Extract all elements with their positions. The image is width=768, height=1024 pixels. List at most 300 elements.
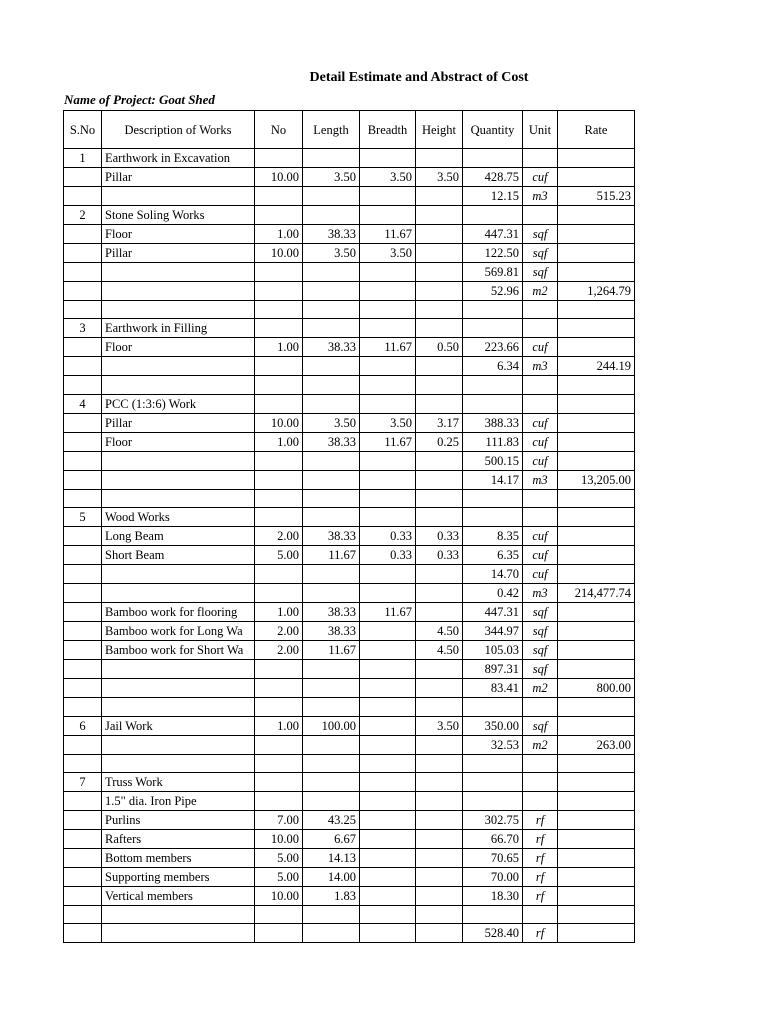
cell-unit <box>523 319 558 338</box>
table-row <box>64 754 635 772</box>
cell-unit: rf <box>523 924 558 943</box>
cell-breadth <box>360 660 416 679</box>
cell-rate: 13,205.00 <box>558 470 635 489</box>
cell-length: 38.33 <box>303 338 360 357</box>
cell-length <box>303 263 360 282</box>
cell-unit: m3 <box>523 584 558 603</box>
cell-no <box>255 394 303 413</box>
cell-description: Bottom members <box>102 848 255 867</box>
cell-length <box>303 470 360 489</box>
page-title: Detail Estimate and Abstract of Cost <box>309 70 529 85</box>
cell-rate <box>558 168 635 187</box>
cell-unit: sqf <box>523 603 558 622</box>
cell-breadth: 11.67 <box>360 338 416 357</box>
cell-length <box>303 187 360 206</box>
table-row <box>64 546 635 565</box>
cell-breadth: 11.67 <box>360 603 416 622</box>
cell-description <box>102 187 255 206</box>
cell-no <box>255 508 303 527</box>
cell-unit <box>523 376 558 394</box>
cell-quantity <box>463 905 523 923</box>
cell-quantity: 6.34 <box>463 357 523 376</box>
cell-description: Jail Work <box>102 716 255 735</box>
header-unit: Unit <box>523 111 558 149</box>
cell-length <box>303 508 360 527</box>
table-row <box>64 698 635 716</box>
cell-no: 10.00 <box>255 413 303 432</box>
cell-rate <box>558 905 635 923</box>
cell-quantity: 122.50 <box>463 244 523 263</box>
cell-sno <box>64 735 102 754</box>
table-row <box>64 829 635 848</box>
table-row <box>64 225 635 244</box>
cell-length: 14.00 <box>303 867 360 886</box>
cell-rate <box>558 698 635 716</box>
cell-unit: cuf <box>523 546 558 565</box>
cell-height <box>416 867 463 886</box>
cell-breadth <box>360 489 416 507</box>
header-no: No <box>255 111 303 149</box>
cell-breadth <box>360 149 416 168</box>
cell-unit: m2 <box>523 679 558 698</box>
cell-quantity <box>463 206 523 225</box>
cell-height <box>416 886 463 905</box>
cell-sno <box>64 187 102 206</box>
cell-unit: sqf <box>523 225 558 244</box>
cell-quantity <box>463 149 523 168</box>
cell-quantity <box>463 508 523 527</box>
cell-sno <box>64 527 102 546</box>
cell-unit: rf <box>523 829 558 848</box>
cell-length <box>303 584 360 603</box>
cell-breadth <box>360 565 416 584</box>
cell-sno <box>64 263 102 282</box>
cell-description <box>102 263 255 282</box>
cell-unit <box>523 206 558 225</box>
cell-sno <box>64 413 102 432</box>
cell-quantity: 66.70 <box>463 829 523 848</box>
cell-height <box>416 451 463 470</box>
cell-description: Pillar <box>102 168 255 187</box>
cell-quantity <box>463 301 523 319</box>
table-row <box>64 603 635 622</box>
cell-unit <box>523 149 558 168</box>
cell-no <box>255 187 303 206</box>
cell-quantity <box>463 319 523 338</box>
cell-breadth <box>360 187 416 206</box>
cell-length: 11.67 <box>303 641 360 660</box>
cell-quantity: 428.75 <box>463 168 523 187</box>
cell-breadth <box>360 791 416 810</box>
cell-no <box>255 772 303 791</box>
cell-rate: 1,264.79 <box>558 282 635 301</box>
cell-no: 10.00 <box>255 168 303 187</box>
cell-height <box>416 489 463 507</box>
cell-unit: sqf <box>523 660 558 679</box>
cell-unit: sqf <box>523 244 558 263</box>
cell-no <box>255 470 303 489</box>
cell-rate <box>558 754 635 772</box>
cell-rate <box>558 149 635 168</box>
cell-height: 0.33 <box>416 527 463 546</box>
cell-length <box>303 451 360 470</box>
cell-height <box>416 470 463 489</box>
cell-breadth <box>360 622 416 641</box>
table-row <box>64 413 635 432</box>
cell-length: 1.83 <box>303 886 360 905</box>
cell-description <box>102 924 255 943</box>
cell-quantity: 70.65 <box>463 848 523 867</box>
cell-length: 38.33 <box>303 622 360 641</box>
table-row <box>64 565 635 584</box>
cell-length <box>303 357 360 376</box>
header-sno: S.No <box>64 111 102 149</box>
table-row <box>64 432 635 451</box>
cell-no <box>255 357 303 376</box>
table-row <box>64 810 635 829</box>
table-row <box>64 282 635 301</box>
cell-quantity: 32.53 <box>463 735 523 754</box>
cell-rate <box>558 810 635 829</box>
cell-description: Long Beam <box>102 527 255 546</box>
cell-rate <box>558 791 635 810</box>
cell-quantity <box>463 376 523 394</box>
cell-unit: sqf <box>523 641 558 660</box>
cell-sno <box>64 829 102 848</box>
cell-height <box>416 698 463 716</box>
cell-rate <box>558 432 635 451</box>
cell-quantity: 83.41 <box>463 679 523 698</box>
cell-breadth: 3.50 <box>360 168 416 187</box>
cell-breadth <box>360 829 416 848</box>
cell-height <box>416 754 463 772</box>
cell-no <box>255 451 303 470</box>
cell-rate <box>558 546 635 565</box>
cell-description: Earthwork in Excavation <box>102 149 255 168</box>
cell-length <box>303 301 360 319</box>
cell-quantity: 111.83 <box>463 432 523 451</box>
cell-length: 11.67 <box>303 546 360 565</box>
cell-no: 10.00 <box>255 829 303 848</box>
cell-description: Stone Soling Works <box>102 206 255 225</box>
cell-height: 3.17 <box>416 413 463 432</box>
table-row <box>64 622 635 641</box>
cell-height: 4.50 <box>416 641 463 660</box>
cell-quantity: 388.33 <box>463 413 523 432</box>
table-row <box>64 357 635 376</box>
cell-length: 38.33 <box>303 225 360 244</box>
cell-length <box>303 754 360 772</box>
cell-unit: m3 <box>523 357 558 376</box>
cell-length: 38.33 <box>303 527 360 546</box>
cell-sno <box>64 470 102 489</box>
cell-rate <box>558 225 635 244</box>
cell-height <box>416 791 463 810</box>
cell-breadth <box>360 508 416 527</box>
cell-unit <box>523 489 558 507</box>
table-row <box>64 394 635 413</box>
cell-breadth <box>360 867 416 886</box>
cell-no <box>255 565 303 584</box>
cell-sno <box>64 698 102 716</box>
cell-sno <box>64 376 102 394</box>
table-row <box>64 451 635 470</box>
cell-sno: 6 <box>64 716 102 735</box>
cell-height <box>416 565 463 584</box>
cell-no <box>255 905 303 923</box>
cell-sno <box>64 660 102 679</box>
cell-quantity: 70.00 <box>463 867 523 886</box>
cell-unit <box>523 754 558 772</box>
cell-breadth <box>360 924 416 943</box>
cell-description <box>102 698 255 716</box>
cell-rate <box>558 413 635 432</box>
cell-sno <box>64 565 102 584</box>
cell-height <box>416 603 463 622</box>
cell-sno <box>64 168 102 187</box>
cell-description: Floor <box>102 338 255 357</box>
cell-description <box>102 735 255 754</box>
table-row <box>64 206 635 225</box>
cell-length: 3.50 <box>303 244 360 263</box>
cell-rate: 214,477.74 <box>558 584 635 603</box>
table-row <box>64 168 635 187</box>
header-quantity: Quantity <box>463 111 523 149</box>
table-row <box>64 489 635 507</box>
cell-description <box>102 282 255 301</box>
cell-height <box>416 584 463 603</box>
cell-quantity: 18.30 <box>463 886 523 905</box>
cell-length: 43.25 <box>303 810 360 829</box>
cell-description: Earthwork in Filling <box>102 319 255 338</box>
cell-quantity: 14.17 <box>463 470 523 489</box>
table-row <box>64 848 635 867</box>
cell-no <box>255 282 303 301</box>
cell-rate <box>558 319 635 338</box>
cell-description <box>102 470 255 489</box>
cell-unit: cuf <box>523 451 558 470</box>
cell-rate: 263.00 <box>558 735 635 754</box>
cell-rate <box>558 660 635 679</box>
table-row <box>64 376 635 394</box>
table-row <box>64 149 635 168</box>
cell-breadth <box>360 679 416 698</box>
cell-height: 0.50 <box>416 338 463 357</box>
cell-description: Wood Works <box>102 508 255 527</box>
cell-unit: sqf <box>523 716 558 735</box>
cell-height <box>416 225 463 244</box>
cell-description: Pillar <box>102 244 255 263</box>
cell-no: 5.00 <box>255 867 303 886</box>
cell-no: 1.00 <box>255 225 303 244</box>
cell-rate <box>558 622 635 641</box>
cell-height <box>416 376 463 394</box>
cell-description <box>102 905 255 923</box>
cell-description <box>102 679 255 698</box>
cell-breadth: 0.33 <box>360 527 416 546</box>
cell-height <box>416 319 463 338</box>
table-row <box>64 886 635 905</box>
header-height: Height <box>416 111 463 149</box>
cell-breadth <box>360 470 416 489</box>
cell-breadth <box>360 641 416 660</box>
cell-description: PCC (1:3:6) Work <box>102 394 255 413</box>
cell-rate <box>558 376 635 394</box>
cell-sno <box>64 301 102 319</box>
cell-no: 1.00 <box>255 338 303 357</box>
cell-no <box>255 301 303 319</box>
cell-sno <box>64 905 102 923</box>
cell-sno: 4 <box>64 394 102 413</box>
cell-no: 7.00 <box>255 810 303 829</box>
cell-no: 10.00 <box>255 244 303 263</box>
cell-quantity: 52.96 <box>463 282 523 301</box>
cell-description <box>102 376 255 394</box>
cell-length <box>303 489 360 507</box>
cell-length: 3.50 <box>303 413 360 432</box>
cell-breadth <box>360 810 416 829</box>
cell-quantity: 350.00 <box>463 716 523 735</box>
cell-no: 1.00 <box>255 603 303 622</box>
cell-unit <box>523 905 558 923</box>
cell-no <box>255 206 303 225</box>
cell-height <box>416 508 463 527</box>
cell-description <box>102 754 255 772</box>
cell-description: Bamboo work for flooring <box>102 603 255 622</box>
cell-quantity: 569.81 <box>463 263 523 282</box>
cell-unit <box>523 698 558 716</box>
cell-quantity: 0.42 <box>463 584 523 603</box>
cell-rate <box>558 451 635 470</box>
cell-height <box>416 735 463 754</box>
cell-length <box>303 791 360 810</box>
cell-no <box>255 489 303 507</box>
cell-quantity: 447.31 <box>463 225 523 244</box>
cell-sno <box>64 244 102 263</box>
cell-sno <box>64 489 102 507</box>
cell-unit <box>523 508 558 527</box>
cell-breadth <box>360 394 416 413</box>
cell-quantity: 500.15 <box>463 451 523 470</box>
cell-no <box>255 376 303 394</box>
cell-no <box>255 754 303 772</box>
cell-length: 6.67 <box>303 829 360 848</box>
cell-quantity: 12.15 <box>463 187 523 206</box>
cell-height: 3.50 <box>416 168 463 187</box>
cell-unit: m2 <box>523 282 558 301</box>
cell-description: Floor <box>102 432 255 451</box>
cell-length <box>303 149 360 168</box>
cell-breadth: 3.50 <box>360 244 416 263</box>
cell-description: Vertical members <box>102 886 255 905</box>
cell-unit: rf <box>523 867 558 886</box>
table-row <box>64 301 635 319</box>
cell-height <box>416 394 463 413</box>
cell-description <box>102 584 255 603</box>
cell-description: Supporting members <box>102 867 255 886</box>
cell-unit: cuf <box>523 565 558 584</box>
cell-quantity: 897.31 <box>463 660 523 679</box>
cell-description <box>102 565 255 584</box>
cell-unit: cuf <box>523 338 558 357</box>
table-row <box>64 679 635 698</box>
cell-rate <box>558 772 635 791</box>
cell-sno: 2 <box>64 206 102 225</box>
cell-description <box>102 489 255 507</box>
cell-unit: rf <box>523 810 558 829</box>
cell-rate: 800.00 <box>558 679 635 698</box>
cell-rate <box>558 489 635 507</box>
header-breadth: Breadth <box>360 111 416 149</box>
table-row <box>64 187 635 206</box>
estimate-table <box>63 110 635 943</box>
table-row <box>64 508 635 527</box>
cell-height <box>416 357 463 376</box>
cell-length: 100.00 <box>303 716 360 735</box>
cell-no: 2.00 <box>255 622 303 641</box>
cell-rate <box>558 924 635 943</box>
cell-unit: rf <box>523 886 558 905</box>
cell-height <box>416 206 463 225</box>
cell-quantity <box>463 698 523 716</box>
cell-sno <box>64 584 102 603</box>
cell-breadth <box>360 376 416 394</box>
cell-unit: cuf <box>523 527 558 546</box>
cell-no <box>255 319 303 338</box>
cell-no: 1.00 <box>255 432 303 451</box>
cell-rate: 244.19 <box>558 357 635 376</box>
cell-description: Pillar <box>102 413 255 432</box>
table-row <box>64 319 635 338</box>
cell-unit: rf <box>523 848 558 867</box>
cell-length <box>303 376 360 394</box>
cell-height: 0.33 <box>416 546 463 565</box>
cell-breadth <box>360 754 416 772</box>
cell-sno <box>64 848 102 867</box>
cell-no: 2.00 <box>255 527 303 546</box>
cell-no: 1.00 <box>255 716 303 735</box>
cell-sno <box>64 282 102 301</box>
cell-breadth <box>360 886 416 905</box>
cell-rate <box>558 716 635 735</box>
table-row <box>64 263 635 282</box>
cell-rate <box>558 829 635 848</box>
cell-length <box>303 206 360 225</box>
cell-breadth <box>360 206 416 225</box>
cell-rate: 515.23 <box>558 187 635 206</box>
table-row <box>64 905 635 923</box>
cell-sno <box>64 679 102 698</box>
cell-breadth <box>360 772 416 791</box>
cell-length <box>303 924 360 943</box>
cell-length: 14.13 <box>303 848 360 867</box>
table-row <box>64 791 635 810</box>
cell-rate <box>558 565 635 584</box>
cell-height <box>416 679 463 698</box>
cell-breadth: 11.67 <box>360 225 416 244</box>
cell-height <box>416 244 463 263</box>
cell-sno <box>64 432 102 451</box>
cell-breadth <box>360 735 416 754</box>
header-length: Length <box>303 111 360 149</box>
cell-breadth <box>360 319 416 338</box>
cell-breadth <box>360 848 416 867</box>
cell-description: Bamboo work for Short Wa <box>102 641 255 660</box>
cell-quantity <box>463 772 523 791</box>
cell-sno <box>64 451 102 470</box>
cell-length <box>303 394 360 413</box>
cell-rate <box>558 508 635 527</box>
